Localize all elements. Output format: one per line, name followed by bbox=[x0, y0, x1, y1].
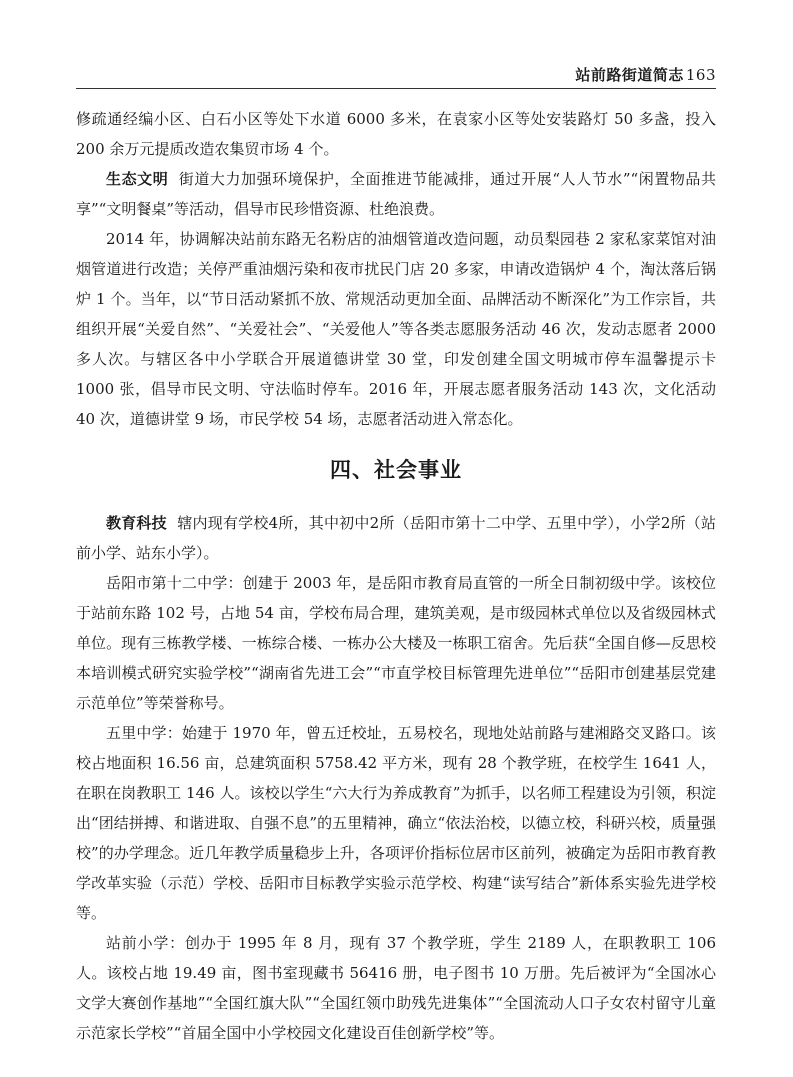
section-title: 四、社会事业 bbox=[330, 458, 462, 482]
running-header bbox=[575, 64, 716, 85]
header-rule bbox=[76, 88, 716, 89]
paragraph-ecology-text: 街道大力加强环境保护，全面推进节能减排，通过开展“人人节水”“闲置物品共享”“文明餐桌”等活动，倡导市民珍惜资源、杜绝浪费。 bbox=[76, 170, 716, 218]
paragraph-2014: 2014 年，协调解决站前东路无名粉店的油烟管道改造问题，动员梨园巷 2 家私家菜馆对油烟管道进行改造；关停严重油烟污染和夜市扰民门店 20 多家，申请改造锅炉 4 个，淘汰落后锅炉 1 个。当年，以“节日活动紧抓不放、常规活动更加全面、品牌活动不断深化”为工作宗旨，共组织开展“关爱自然”、“关爱社会”、“关爱他人”等各类志愿服务活动 46 次，发动志愿者 2000 多人次。与辖区各中小学联合开展道德讲堂 30 堂，印发创建全国文明城市停车温馨提示卡 1000 张，倡导市民文明、守法临时停车。2016 年，开展志愿者服务活动 143 次，文化活动 40 次，道德讲堂 9 场，市民学校 54 场，志愿者活动进入常态化。 bbox=[76, 230, 716, 428]
paragraph-zhanqian-primary: 站前小学：创办于 1995 年 8 月，现有 37 个教学班，学生 2189 人，在职教职工 106 人。该校占地 19.49 亩，图书室现藏书 56416 册，电子图书 10 万册。先后被评为“全国冰心文学大赛创作基地”“全国红旗大队”“全国红领巾助残先进集体”“全国流动人口子女农村留守儿童示范家长学校”“首届全国中小学校园文化建设百佳创新学校”等。 bbox=[76, 934, 716, 1042]
page bbox=[76, 0, 716, 1077]
keyword-education: 教育科技 bbox=[106, 514, 167, 532]
paragraph-wuli-school: 五里中学：始建于 1970 年，曾五迁校址，五易校名，现地处站前路与建湘路交叉路口。该校占地面积 16.56 亩，总建筑面积 5758.42 平方米，现有 28 个教学班，在校学生 1641 人，在职在岗教职工 146 人。该校以学生“六大行为养成教育”为抓手，以名师工程建设为引领，积淀出“团结拼搏、和谐进取、自强不息”的五里精神，确立“依法治校，以德立校，科研兴校，质量强校”的办学理念。近几年教学质量稳步上升，各项评价指标位居市区前列，被确定为岳阳市教育教学改革实验（示范）学校、岳阳市目标教学实验示范学校、构建“读写结合”新体系实验先进学校等。 bbox=[76, 724, 716, 922]
paragraph-education-text: 辖内现有学校4所，其中初中2所（岳阳市第十二中学、五里中学），小学2所（站前小学、站东小学）。 bbox=[76, 514, 716, 562]
paragraph-ecology bbox=[76, 164, 716, 224]
paragraph-infrastructure: 修疏通经编小区、白石小区等处下水道 6000 多米，在袁家小区等处安装路灯 50 多盏，投入 200 余万元提质改造农集贸市场 4 个。 bbox=[76, 110, 716, 158]
paragraph-education bbox=[76, 508, 716, 568]
page-number: 163 bbox=[685, 66, 716, 84]
header-title: 站前路街道简志 bbox=[575, 66, 684, 84]
body-text bbox=[76, 104, 716, 1048]
keyword-ecology: 生态文明 bbox=[106, 170, 169, 188]
paragraph-school-12: 岳阳市第十二中学：创建于 2003 年，是岳阳市教育局直管的一所全日制初级中学。该校位于站前东路 102 号，占地 54 亩，学校布局合理，建筑美观，是市级园林式单位以及省级园林式单位。现有三栋教学楼、一栋综合楼、一栋办公大楼及一栋职工宿舍。先后获“全国自修—反思校本培训模式研究实验学校”“湖南省先进工会”“市直学校目标管理先进单位”“岳阳市创建基层党建示范单位”等荣誉称号。 bbox=[76, 574, 716, 712]
